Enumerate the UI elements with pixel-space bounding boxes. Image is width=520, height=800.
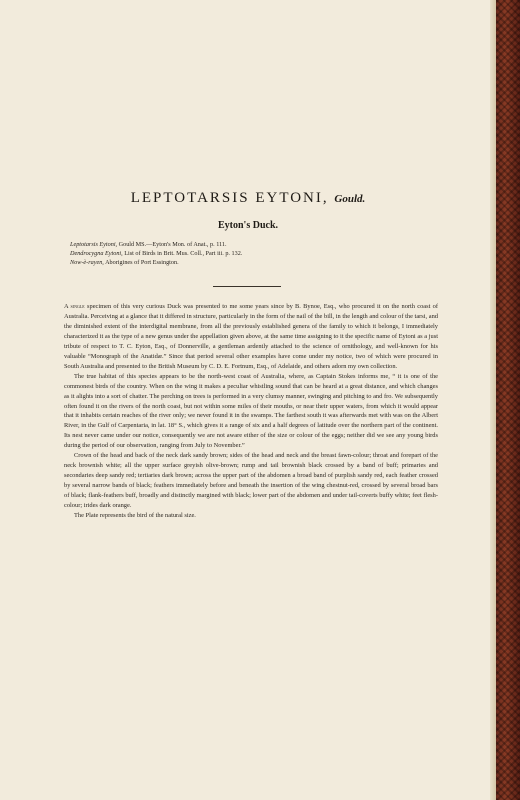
common-name: Eyton's Duck. (217, 220, 278, 231)
synonym-line: Dendrocygna Eytoni, List of Birds in Brit. Mus. Coll., Part iii. p. 132. (70, 250, 243, 257)
synonym-line: Now-è-rayen, Aborigines of Port Essington. (70, 259, 179, 266)
synonym-line: Leptotarsis Eytoni, Gould MS.—Eyton's Mon. of Anat., p. 111. (70, 241, 227, 248)
body-text (64, 302, 438, 521)
author-name: Gould. (334, 193, 366, 205)
page-title (0, 190, 496, 207)
divider (213, 286, 281, 287)
paragraph: Crown of the head and back of the neck dark sandy brown; sides of the head and neck and the breast fawn-colour; throat and forepart of the neck brownish white; all the upper surface greyish olive-brown; rump and tail brownish black crossed by a band of buff; primaries and secondaries deep sandy red; tertiaries dark brown; across the upper part of the abdomen a broad band of purplish sandy red, each feather crossed by several narrow bands of black; feathers immediately before and beneath the insertion of the wing chestnut-red, crossed by several broad bars of black; flank-feathers buff, broadly and distinctly margined with black; lower part of the abdomen and under tail-coverts buffy white; feet flesh-colour; irides dark orange. (64, 452, 438, 510)
paragraph: A single specimen of this very curious Duck was presented to me some years since by B. Bynoe, Esq., who procured it on the north coast of Australia. Perceiving at a glance that it differed in structure, particularly in the form of the nail of the bill, in the length and colour of the tarsi, and the diminished extent of the interdigital membrane, from all the previously established genera of the family to which it belongs, I immediately characterized it as the type of a new genus under the appellation given above, at the same time assigning to it the specific name of Eytoni as a just tribute of respect to T. C. Eyton, Esq., of Donnerville, a gentleman ardently attached to the science of ornithology, and well-known for his valuable “Monograph of the Anatidæ.” Since that period several other examples have come under my notice, two of which were procured in South Australia and presented to the British Museum by C. D. E. Fortnum, Esq., of Adelaide, and others adorn my own collection. (64, 303, 438, 370)
paragraph: The true habitat of this species appears to be the north-west coast of Australia, where, as Captain Stokes informs me, “ it is one of the commonest birds of the country. When on the wing it makes a peculiar whistling sound that can be heard at a great distance, and which changes as it alights into a sort of chatter. The perching on trees is performed in a very clumsy manner, swinging and pitching to and fro. We subsequently often found it on the rivers of the north coast, but not within some miles of their mouths, or near their upper waters, from which it would appear that it inhabits certain reaches of the river only; we never found it in the swamps. The farthest south it was afterwards met with was on the Albert River, in the Gulf of Carpentaria, in lat. 18° S., which gives it a range of six and a half degrees of latitude over the northern part of the continent. Its nest never came under our notice, consequently we are not aware either of the size or colour of the eggs; neither did we see any young birds during the period of our observation, ranging from July to November.” (64, 372, 438, 450)
paragraph: The Plate represents the bird of the natural size. (74, 512, 196, 520)
book-binding (496, 0, 520, 800)
synonym-list (70, 240, 430, 267)
species-name: LEPTOTARSIS EYTONI, (130, 190, 329, 206)
